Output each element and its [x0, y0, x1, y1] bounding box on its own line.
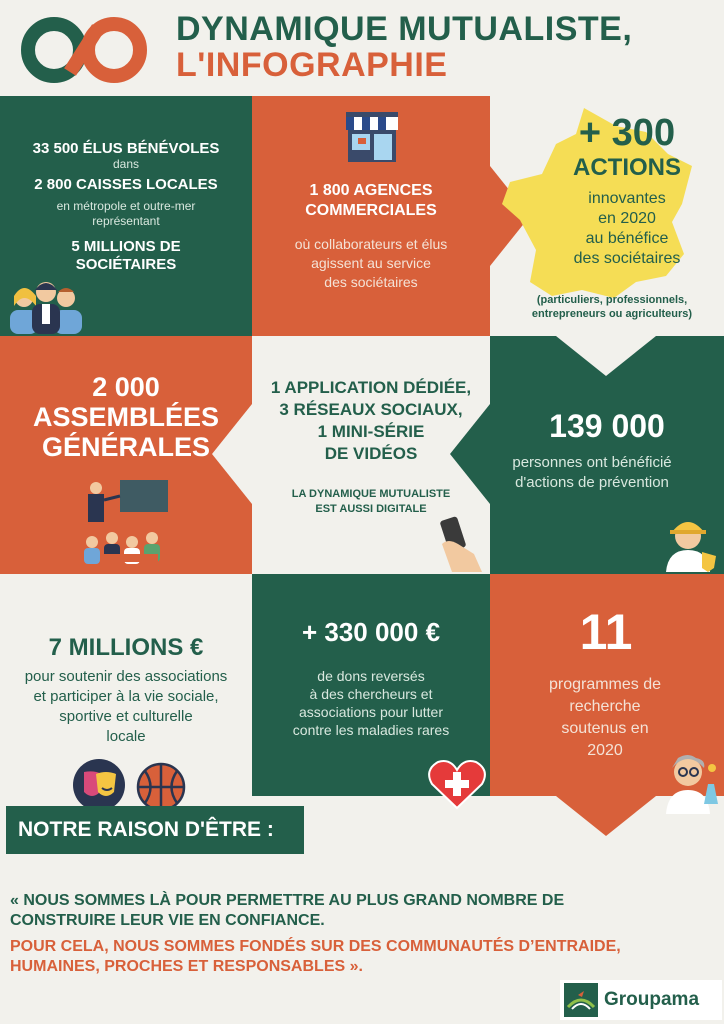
millions-amount: 7 MILLIONS € [48, 634, 204, 661]
raison-title-box [6, 806, 304, 854]
actions-desc-1: innovantes [588, 190, 666, 207]
programmes-desc-1: programmes de [548, 676, 662, 693]
digital-line-4: DE VIDÉOS [324, 444, 418, 463]
millions-desc-4: locale [106, 728, 146, 745]
scientist-icon [666, 754, 722, 814]
caisses-location: en métropole et outre-mer [56, 199, 196, 213]
dons-amount: + 330 000 € [301, 617, 441, 647]
dons-desc-4: contre les maladies rares [292, 722, 450, 738]
groupama-emblem-icon [564, 983, 598, 1017]
people-group-icon [4, 276, 90, 334]
actions-note-2: entrepreneurs ou agriculteurs) [531, 308, 693, 320]
millions-desc-3: sportive et culturelle [59, 708, 193, 725]
cell-dons [252, 574, 490, 796]
digital-line-2: 3 RÉSEAUX SOCIAUX, [279, 400, 463, 419]
actions-desc-2: en 2020 [598, 210, 656, 227]
actions-desc-3: au bénéfice [585, 230, 669, 247]
actions-count: + 300 [578, 112, 676, 154]
medical-heart-icon [428, 758, 486, 810]
dons-desc-3: associations pour lutter [299, 704, 443, 720]
actions-note-1: (particuliers, professionnels, [536, 294, 688, 306]
worker-helmet-icon [662, 512, 720, 572]
millions-desc-1: pour soutenir des associations [24, 668, 228, 685]
digital-line-3: 1 MINI-SÉRIE [317, 422, 425, 441]
elus-dans: dans [112, 157, 140, 171]
agences-label: COMMERCIALES [305, 202, 437, 219]
programmes-desc-3: soutenus en [561, 720, 649, 737]
actions-label: ACTIONS [573, 154, 681, 181]
basketball-icon [136, 762, 186, 812]
arrow-left-2 [212, 404, 252, 504]
raison-quote-1: « NOUS SOMMES LÀ POUR PERMETTRE AU PLUS GRAND NOMBRE DE [10, 892, 565, 909]
dons-desc-1: de dons reversés [317, 668, 425, 684]
smartphone-hand-icon [438, 514, 484, 572]
agences-desc-2: agissent au service [311, 255, 431, 271]
shop-icon [344, 108, 400, 164]
arrow-down-3 [556, 796, 656, 836]
page-title-line1: DYNAMIQUE MUTUALISTE, [176, 10, 633, 48]
elus-representant: représentant [92, 214, 160, 228]
prevention-desc-2: d'actions de prévention [515, 474, 669, 491]
assemblees-label-1: ASSEMBLÉES [32, 402, 220, 432]
raison-quote-4: HUMAINES, PROCHES ET RESPONSABLES ». [10, 958, 363, 975]
assemblees-count: 2 000 [92, 372, 160, 402]
digital-sub-1: LA DYNAMIQUE MUTUALISTE [291, 488, 451, 500]
arrow-down-2 [556, 336, 656, 376]
raison-title: NOTRE RAISON D'ÊTRE : [18, 818, 274, 841]
agences-desc-3: des sociétaires [324, 274, 418, 290]
groupama-logo [560, 980, 722, 1020]
cell-programmes [490, 574, 724, 796]
cell-agences [252, 96, 490, 336]
page-title-line2: L'INFOGRAPHIE [176, 46, 448, 84]
infinity-logo-icon [18, 14, 150, 86]
prevention-count: 139 000 [549, 408, 665, 444]
actions-desc-4: des sociétaires [573, 250, 681, 267]
prevention-desc-1: personnes ont bénéficié [512, 454, 672, 471]
cell-millions [0, 574, 252, 796]
raison-quote-3: POUR CELA, NOUS SOMMES FONDÉS SUR DES COMMUNAUTÉS D’ENTRAIDE, [10, 938, 621, 955]
digital-sub-2: EST AUSSI DIGITALE [315, 503, 427, 515]
theater-masks-icon [72, 758, 126, 812]
meeting-presentation-icon [78, 476, 176, 566]
societaires-label: SOCIÉTAIRES [75, 256, 177, 273]
agences-desc-1: où collaborateurs et élus [294, 236, 448, 252]
elus-count: 33 500 ÉLUS BÉNÉVOLES [32, 140, 220, 157]
programmes-count: 11 [579, 604, 633, 660]
assemblees-label-2: GÉNÉRALES [41, 432, 211, 462]
digital-line-1: 1 APPLICATION DÉDIÉE, [270, 378, 472, 397]
cell-elus [0, 96, 252, 336]
caisses-count: 2 800 CAISSES LOCALES [34, 176, 218, 193]
programmes-desc-2: recherche [569, 698, 641, 715]
agences-count: 1 800 AGENCES [309, 182, 433, 199]
programmes-desc-4: 2020 [587, 742, 623, 759]
dons-desc-2: à des chercheurs et [309, 686, 433, 702]
brand-name: Groupama [604, 989, 700, 1010]
raison-quote-2: CONSTRUIRE LEUR VIE EN CONFIANCE. [10, 912, 325, 929]
societaires-count: 5 MILLIONS DE [71, 238, 181, 255]
millions-desc-2: et participer à la vie sociale, [33, 688, 219, 705]
